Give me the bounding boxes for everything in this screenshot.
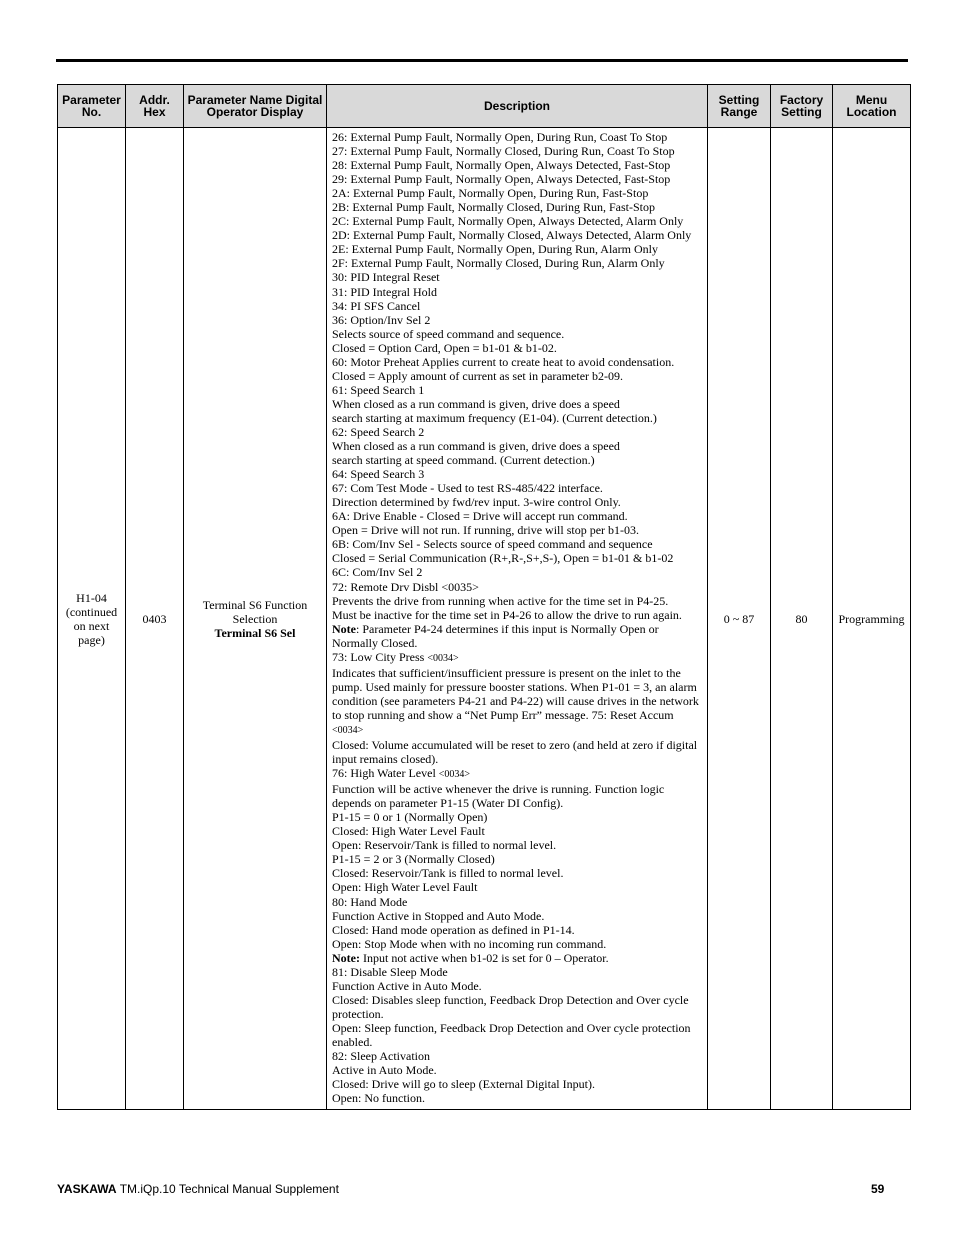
description-high-water — [332, 766, 705, 782]
description-line: Direction determined by fwd/rev input. 3-wire control Only. — [332, 495, 621, 510]
description-lines — [332, 810, 705, 950]
note-label: Note: — [332, 950, 360, 965]
description-line: 80: Hand Mode — [332, 894, 408, 909]
description-line: 62: Speed Search 2 — [332, 424, 425, 439]
description-note-2 — [332, 951, 705, 965]
reset-accum-tag: <0034> — [332, 724, 364, 736]
description-line: Closed = Option Card, Open = b1-01 & b1-02. — [332, 340, 557, 355]
description-line: Active in Auto Mode. — [332, 1063, 437, 1078]
description-low-city-press — [332, 650, 705, 666]
header-row — [58, 85, 911, 128]
header-parameter-name: Parameter Name Digital Operator Display — [184, 85, 327, 128]
header-factory-setting: Factory Setting — [771, 85, 833, 128]
header-menu-location: Menu Location — [833, 85, 911, 128]
description-line: 6A: Drive Enable - Closed = Drive will accept run command. — [332, 509, 628, 524]
description-reset-accum-text: Closed: Volume accumulated will be reset to zero (and held at zero if digital input remains closed). — [332, 738, 698, 767]
header-addr-hex: Addr. Hex — [126, 85, 184, 128]
description-line: 6B: Com/Inv Sel - Selects source of speed command and sequence — [332, 537, 653, 552]
footer-brand: YASKAWA — [57, 1182, 117, 1196]
description-line: Closed: Reservoir/Tank is filled to normal level. — [332, 866, 564, 881]
page-number: 59 — [871, 1182, 885, 1196]
description-line: 2D: External Pump Fault, Normally Closed, Always Detected, Alarm Only — [332, 228, 692, 243]
description-line: 2A: External Pump Fault, Normally Open, During Run, Fast-Stop — [332, 186, 649, 201]
description-line: Open: Reservoir/Tank is filled to normal level. — [332, 838, 557, 853]
description-line: Selects source of speed command and sequence. — [332, 326, 565, 341]
note-label: Note — [332, 621, 356, 636]
header-parameter-no: Parameter No. — [58, 85, 126, 128]
description-line: P1-15 = 0 or 1 (Normally Open) — [332, 810, 488, 825]
description-line: Must be inactive for the time set in P4-26 to allow the drive to run again. — [332, 607, 682, 622]
description-line: Open: No function. — [332, 1091, 425, 1106]
description-disable-sleep-open: Open: Sleep function, Feedback Drop Detection and Over cycle protection enabled. — [332, 1020, 691, 1049]
cell-parameter-name — [184, 128, 327, 1110]
low-city-tag: <0034> — [427, 652, 459, 664]
parameter-display-name: Terminal S6 Sel — [214, 625, 296, 640]
description-line: Function Active in Auto Mode. — [332, 978, 482, 993]
cell-description — [327, 128, 708, 1110]
cell-setting-range: 0 ~ 87 — [708, 128, 771, 1110]
description-line: 6C: Com/Inv Sel 2 — [332, 565, 423, 580]
description-line: 30: PID Integral Reset — [332, 270, 440, 285]
description-line: Prevents the drive from running when active for the time set in P4-25. — [332, 593, 669, 608]
description-line: 2F: External Pump Fault, Normally Closed, During Run, Alarm Only — [332, 256, 665, 271]
description-line: Open: Stop Mode when with no incoming run command. — [332, 936, 607, 951]
low-city-text: Indicates that sufficient/insufficient pressure is present on the inlet to the pump. Used mainly for pressure booster stations. When P1-01 = 3, an alarm condition (see parameters P4-21 and P4-22) will cause drives in the network to stop running and show a “Net Pump Err” message. 75: Reset Accum — [332, 665, 699, 722]
description-line: 64: Speed Search 3 — [332, 467, 425, 482]
cell-menu-location: Programming — [833, 128, 911, 1110]
description-line: 82: Sleep Activation — [332, 1049, 430, 1064]
description-line: search starting at maximum frequency (E1-04). (Current detection.) — [332, 410, 657, 425]
high-water-tag: <0034> — [438, 769, 471, 781]
description-line: 34: PI SFS Cancel — [332, 298, 421, 313]
high-water-label: 76: High Water Level — [332, 766, 436, 781]
description-line: Closed: Hand mode operation as defined in P1-14. — [332, 922, 575, 937]
cell-addr-hex: 0403 — [126, 128, 184, 1110]
description-note-1 — [332, 622, 705, 650]
description-line: 2B: External Pump Fault, Normally Closed, During Run, Fast-Stop — [332, 200, 655, 215]
description-lines — [332, 1049, 705, 1105]
table-row — [58, 128, 911, 1110]
description-line: 67: Com Test Mode - Used to test RS-485/422 interface. — [332, 481, 603, 496]
description-lines — [332, 965, 705, 993]
description-line: 31: PID Integral Hold — [332, 284, 437, 299]
description-high-water-text: Function will be active whenever the drive is running. Function logic depends on parameter P1-15 (Water DI Config). — [332, 782, 665, 811]
note-text: Input not active when b1-02 is set for 0 – Operator. — [359, 950, 609, 965]
parameter-table — [57, 84, 911, 1110]
description-line: When closed as a run command is given, drive does a speed — [332, 396, 620, 411]
description-line: Closed = Serial Communication (R+,R-,S+,S-), Open = b1-01 & b1-02 — [332, 551, 674, 566]
description-line: P1-15 = 2 or 3 (Normally Closed) — [332, 852, 495, 867]
cell-parameter-no: H1-04 (continued on next page) — [58, 128, 126, 1110]
description-line: 29: External Pump Fault, Normally Open, Always Detected, Fast-Stop — [332, 172, 671, 187]
description-lines — [332, 130, 705, 622]
footer-title — [57, 1182, 339, 1196]
description-line: 2E: External Pump Fault, Normally Open, During Run, Alarm Only — [332, 242, 658, 257]
low-city-label: 73: Low City Press — [332, 649, 425, 664]
cell-factory-setting: 80 — [771, 128, 833, 1110]
description-line: Closed: Drive will go to sleep (External Digital Input). — [332, 1077, 595, 1092]
description-line: When closed as a run command is given, drive does a speed — [332, 439, 620, 454]
description-line: Open: High Water Level Fault — [332, 880, 478, 895]
description-line: Function Active in Stopped and Auto Mode. — [332, 908, 545, 923]
description-line: 28: External Pump Fault, Normally Open, Always Detected, Fast-Stop — [332, 158, 671, 173]
description-line: Closed: High Water Level Fault — [332, 824, 485, 839]
description-line: 72: Remote Drv Disbl <0035> — [332, 579, 479, 594]
top-rule — [56, 59, 908, 62]
description-line: 27: External Pump Fault, Normally Closed, During Run, Coast To Stop — [332, 144, 675, 159]
description-low-city-text — [332, 666, 705, 738]
description-disable-sleep-closed: Closed: Disables sleep function, Feedback Drop Detection and Over cycle protection. — [332, 992, 689, 1021]
description-line: 2C: External Pump Fault, Normally Open, Always Detected, Alarm Only — [332, 214, 684, 229]
description-line: 61: Speed Search 1 — [332, 382, 425, 397]
parameter-name-text: Terminal S6 Function Selection — [202, 597, 308, 626]
footer-manual-title: TM.iQp.10 Technical Manual Supplement — [116, 1182, 339, 1196]
description-line: Open = Drive will not run. If running, drive will stop per b1-03. — [332, 523, 640, 538]
description-line: 81: Disable Sleep Mode — [332, 964, 448, 979]
header-description: Description — [327, 85, 708, 128]
description-line: 36: Option/Inv Sel 2 — [332, 312, 431, 327]
description-line: Closed = Apply amount of current as set in parameter b2-09. — [332, 368, 624, 383]
header-setting-range: Setting Range — [708, 85, 771, 128]
description-line: 26: External Pump Fault, Normally Open, During Run, Coast To Stop — [332, 130, 668, 144]
description-line: 60: Motor Preheat Applies current to create heat to avoid condensation. — [332, 354, 675, 369]
note-text: : Parameter P4-24 determines if this input is Normally Open or Normally Closed. — [332, 621, 659, 650]
description-line: search starting at speed command. (Current detection.) — [332, 453, 595, 468]
